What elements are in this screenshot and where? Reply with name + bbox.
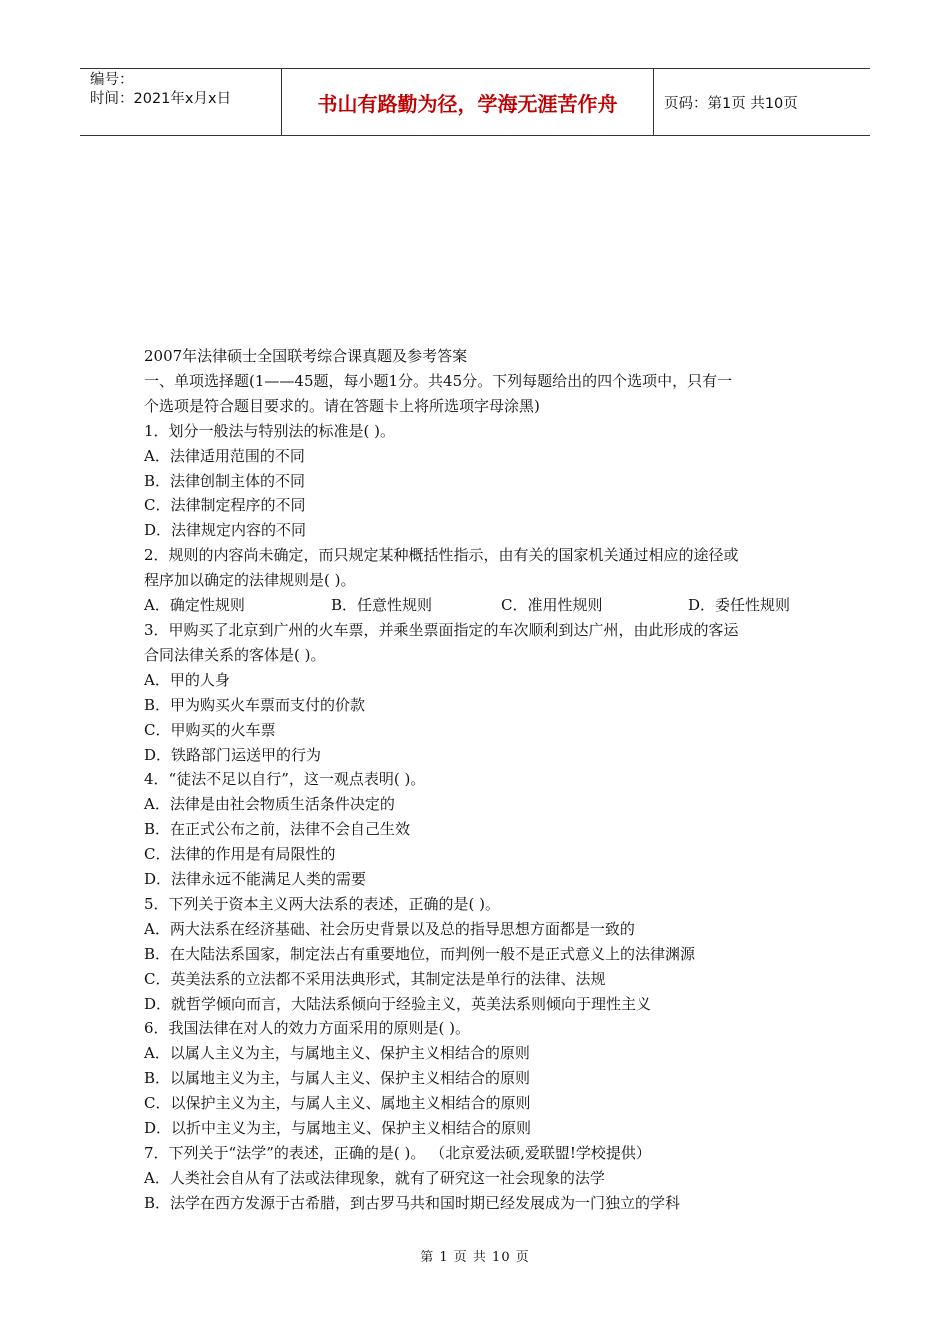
question-2-option-c: C．准用性规则 [501, 596, 603, 615]
question-3-option-a: A．甲的人身 [144, 670, 230, 689]
question-6-option-a: A．以属人主义为主，与属地主义、保护主义相结合的原则 [144, 1044, 530, 1063]
question-1-option-d: D．法律规定内容的不同 [144, 521, 307, 540]
question-2-option-d: D．委任性规则 [688, 596, 791, 615]
question-2-option-b: B．任意性规则 [331, 596, 433, 615]
question-5-option-b: B．在大陆法系国家，制定法占有重要地位，而判例一般不是正式意义上的法律渊源 [144, 944, 696, 963]
question-2-option-a: A．确定性规则 [144, 596, 245, 615]
page-footer: 第 1 页 共 10 页 [420, 1250, 530, 1265]
question-5: 5．下列关于资本主义两大法系的表述，正确的是( )。 [144, 894, 501, 913]
question-4-option-a: A．法律是由社会物质生活条件决定的 [144, 795, 395, 814]
question-3-option-d: D．铁路部门运送甲的行为 [144, 745, 322, 764]
question-4-option-d: D．法律永远不能满足人类的需要 [144, 870, 367, 889]
question-1: 1．划分一般法与特别法的标准是( )。 [144, 421, 396, 440]
question-6-option-d: D．以折中主义为主，与属地主义、保护主义相结合的原则 [144, 1119, 532, 1138]
document-title: 2007年法律硕士全国联考综合课真题及参考答案 [144, 347, 468, 365]
question-5-option-d: D．就哲学倾向而言，大陆法系倾向于经验主义，英美法系则倾向于理性主义 [144, 994, 652, 1013]
header-motto: 书山有路勤为径，学海无涯苦作舟 [282, 69, 654, 135]
question-4-option-b: B．在正式公布之前，法律不会自己生效 [144, 820, 411, 839]
question-6: 6．我国法律在对人的效力方面采用的原则是( )。 [144, 1019, 471, 1038]
header-page-info: 页码：第1页 共10页 [664, 95, 798, 112]
question-4-option-c: C．法律的作用是有局限性的 [144, 845, 336, 864]
question-7-option-b: B．法学在西方发源于古希腊，到古罗马共和国时期已经发展成为一门独立的学科 [144, 1193, 681, 1212]
question-3-line-1: 3．甲购买了北京到广州的火车票，并乘坐票面指定的车次顺利到达广州，由此形成的客运 [144, 620, 739, 639]
question-6-option-c: C．以保护主义为主，与属人主义、属地主义相结合的原则 [144, 1094, 531, 1113]
section-heading-line-1: 一、单项选择题(1——45题，每小题1分。共45分。下列每题给出的四个选项中，只有一 [144, 371, 733, 390]
document-body [144, 344, 812, 1216]
question-2-line-1: 2．规则的内容尚未确定，而只规定某种概括性指示，由有关的国家机关通过相应的途径或 [144, 546, 739, 565]
question-2-options [144, 593, 812, 618]
question-7-option-a: A．人类社会自从有了法或法律现象，就有了研究这一社会现象的法学 [144, 1168, 605, 1187]
question-4: 4．“徒法不足以自行”，这一观点表明( )。 [144, 770, 426, 789]
question-6-option-b: B．以属地主义为主，与属人主义、保护主义相结合的原则 [144, 1069, 531, 1088]
question-1-option-a: A．法律适用范围的不同 [144, 446, 305, 465]
question-2-line-2: 程序加以确定的法律规则是( )。 [144, 571, 356, 590]
header-time-label: 时间：2021年x月x日 [90, 91, 232, 107]
question-3-line-2: 合同法律关系的客体是( )。 [144, 645, 326, 664]
header-meta [80, 69, 282, 135]
question-5-option-c: C．英美法系的立法都不采用法典形式，其制定法是单行的法律、法规 [144, 969, 606, 988]
question-5-option-a: A．两大法系在经济基础、社会历史背景以及总的指导思想方面都是一致的 [144, 919, 635, 938]
question-1-option-c: C．法律制定程序的不同 [144, 496, 306, 515]
page-header [80, 68, 870, 136]
section-heading-line-2: 个选项是符合题目要求的。请在答题卡上将所选项字母涂黑) [144, 396, 540, 415]
question-1-option-b: B．法律创制主体的不同 [144, 471, 306, 490]
question-3-option-b: B．甲为购买火车票而支付的价款 [144, 695, 366, 714]
question-3-option-c: C．甲购买的火车票 [144, 720, 276, 739]
header-number-label: 编号： [90, 72, 134, 88]
question-7: 7．下列关于“法学”的表述，正确的是( )。 （北京爱法硕,爱联盟!学校提供） [144, 1144, 651, 1162]
